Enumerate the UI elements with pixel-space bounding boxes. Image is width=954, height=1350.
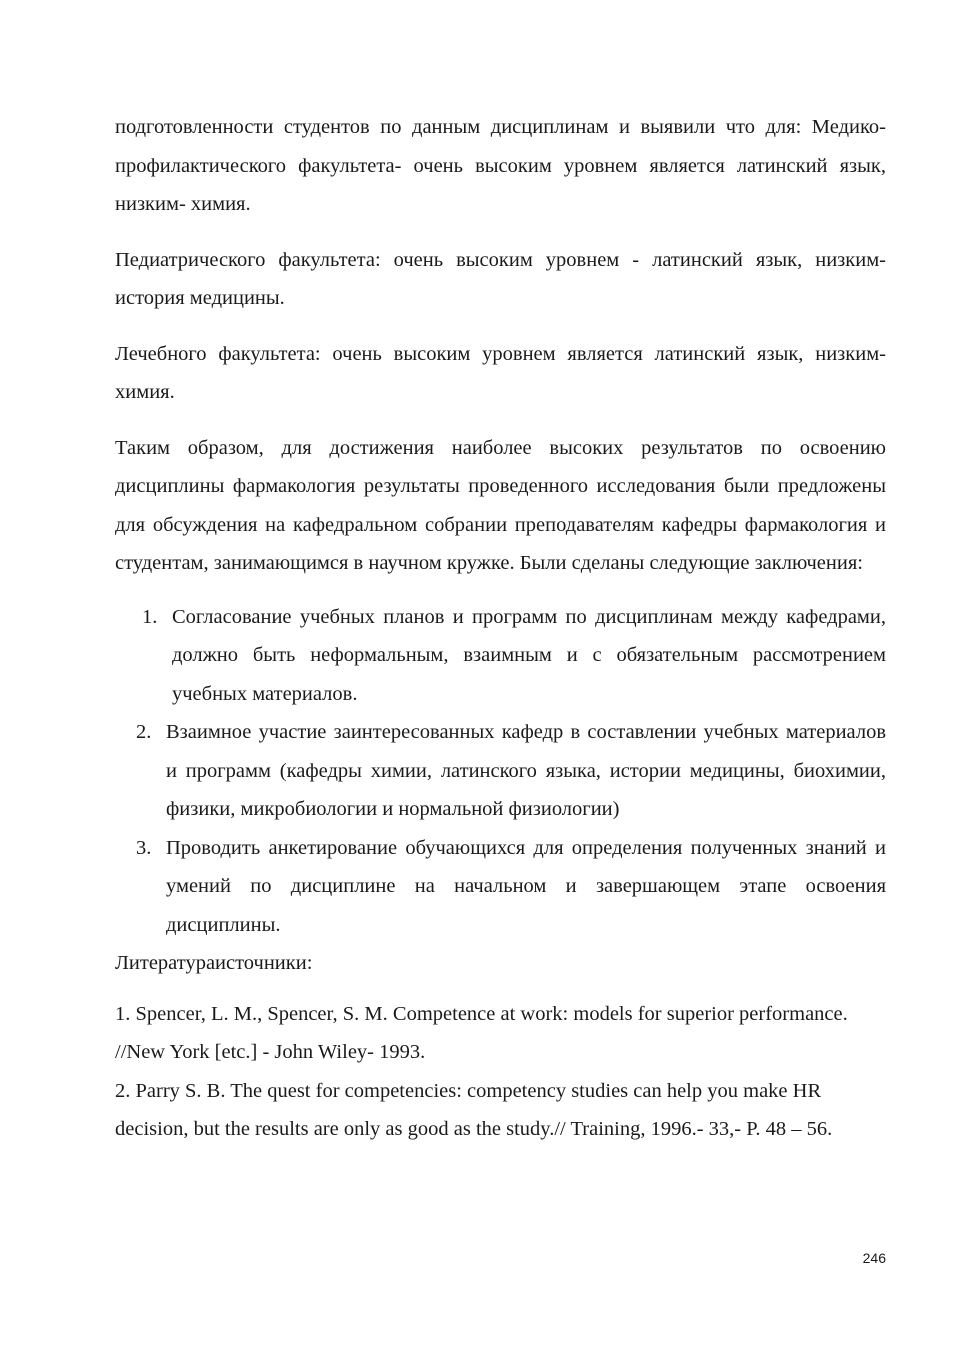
list-item-number: 1. bbox=[142, 605, 158, 628]
list-item-number: 2. bbox=[136, 721, 152, 743]
document-page bbox=[115, 108, 886, 1149]
list-item bbox=[115, 829, 886, 945]
list-item-text: Взаимное участие заинтересованных кафедр в составлении учебных материалов и программ (кафедры химии, латинского языка, истории медицины, биохимии, физики, микробиологии и нормальной физиологии) bbox=[166, 721, 886, 820]
paragraph-pediatric-faculty: Педиатрического факультета: очень высоким уровнем - латинский язык, низким- история медицины. bbox=[115, 248, 886, 309]
paragraph-faculty-results: подготовленности студентов по данным дисциплинам и выявили что для: Медико- профилактического факультета- очень высоким уровнем является латинский язык, низким- химия. bbox=[115, 116, 886, 215]
paragraph-medical-faculty: Лечебного факультета: очень высоким уровнем является латинский язык, низким- химия. bbox=[115, 342, 886, 403]
conclusions-list bbox=[115, 598, 886, 945]
reference-item: 2. Parry S. B. The quest for competencies: competency studies can help you make HR decision, but the results are only as good as the study.// Training, 1996.- 33,- P. 48 – 56. bbox=[115, 1079, 833, 1140]
list-item-number: 3. bbox=[136, 836, 152, 859]
literature-heading: Литератураисточники: bbox=[115, 952, 313, 974]
reference-item: 1. Spencer, L. M., Spencer, S. M. Competence at work: models for superior performance. //New York [etc.] - John Wiley- 1993. bbox=[115, 1002, 848, 1063]
list-item bbox=[115, 598, 886, 714]
list-item-text: Проводить анкетирование обучающихся для определения полученных знаний и умений по дисциплине на начальном и завершающем этапе освоения дисциплины. bbox=[166, 836, 886, 936]
list-item-text: Согласование учебных планов и программ по дисциплинам между кафедрами, должно быть неформальным, взаимным и с обязательным рассмотрением учебных материалов. bbox=[172, 605, 886, 705]
paragraph-conclusion-intro: Таким образом, для достижения наиболее высоких результатов по освоению дисциплины фармакология результаты проведенного исследования были предложены для обсуждения на кафедральном собрании преподавателям кафедры фармакология и студентам, занимающимся в научном кружке. Были сделаны следующие заключения: bbox=[115, 436, 886, 574]
list-item bbox=[115, 713, 886, 829]
page-number: 246 bbox=[862, 1250, 886, 1266]
